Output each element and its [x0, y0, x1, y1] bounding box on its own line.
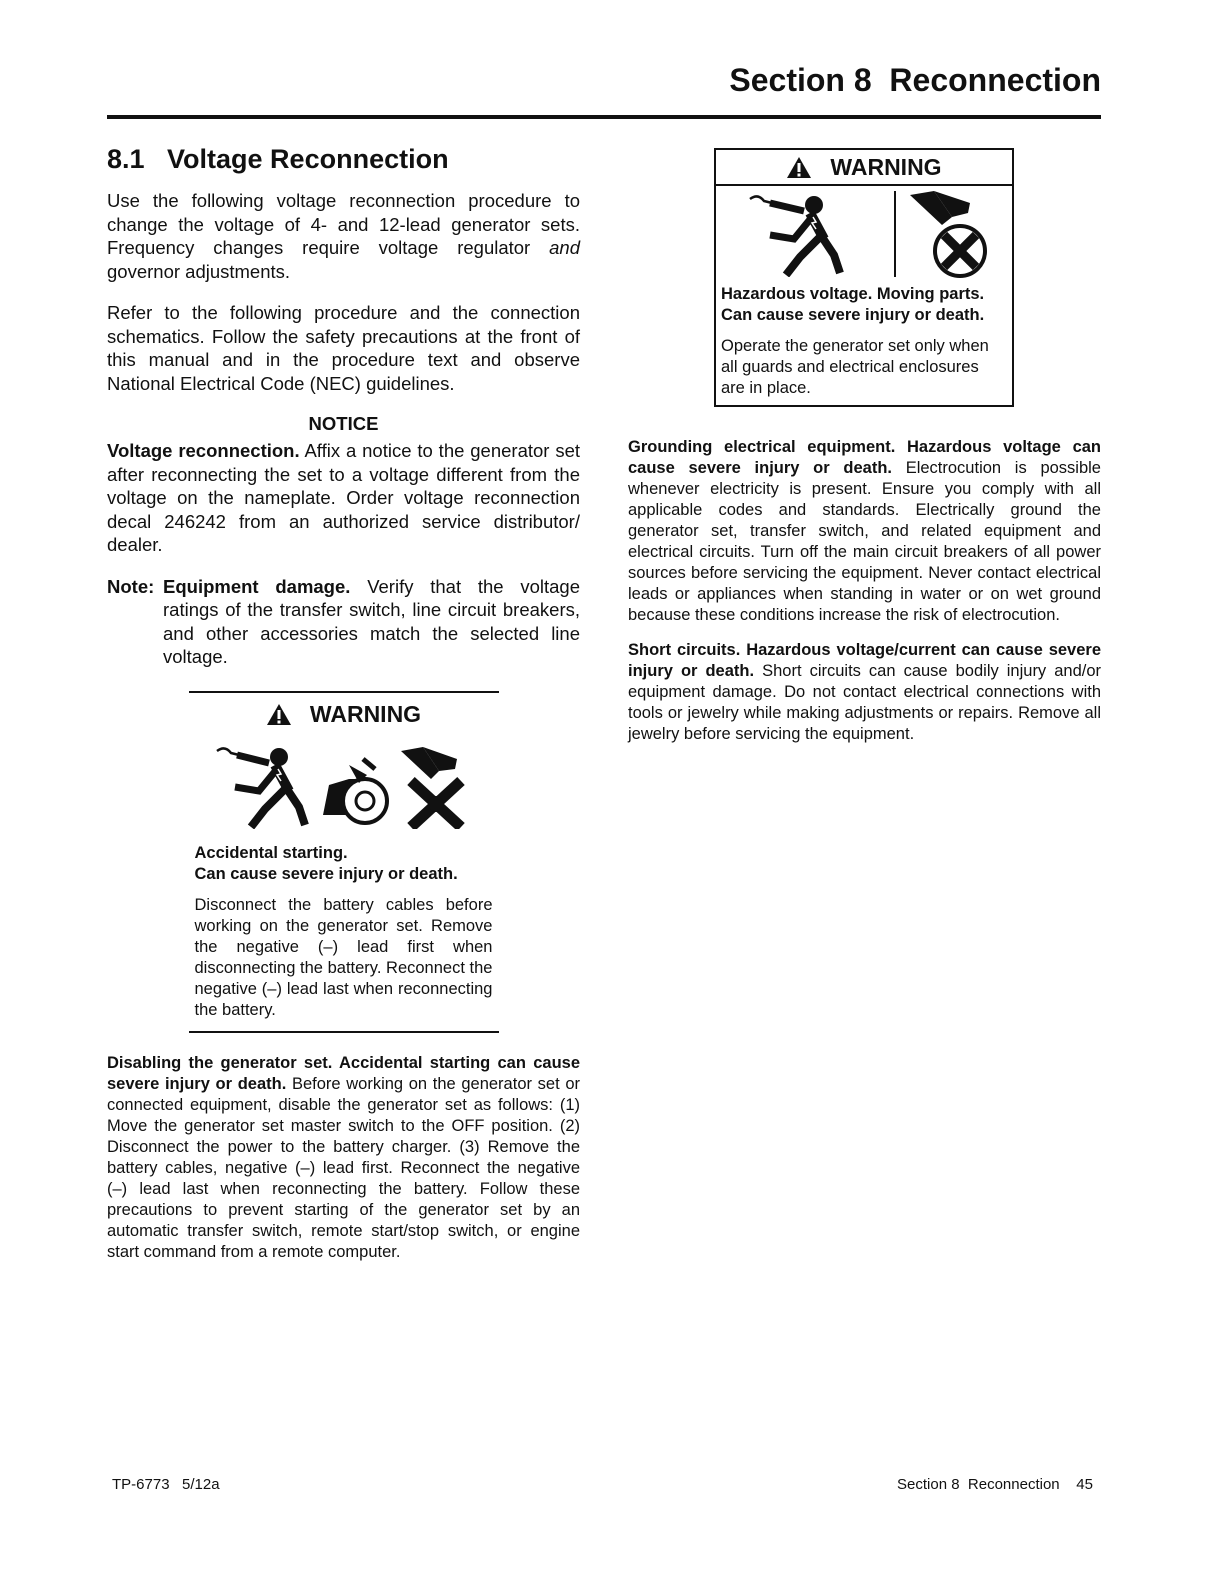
- warning-body-text: Disconnect the battery cables before working on the generator set. Remove the negative (–) lead first when disconnecting the battery. Reconnect the negative (–) lead last when reconnecting the battery.: [194, 895, 493, 1019]
- warning-title: WARNING: [830, 153, 942, 180]
- warning-icons: [716, 186, 1012, 282]
- warning-triangle-icon: [266, 703, 292, 726]
- warning-bold-line2: Can cause severe injury or death.: [721, 306, 985, 324]
- warning-body-text: Operate the generator set only when all guards and electrical enclosures are in place.: [721, 337, 989, 397]
- subsection-title: 8.1 Voltage Reconnection: [107, 144, 449, 174]
- intro-text-a: Use the following voltage reconnection procedure to change the voltage of 4- and 12-lead generator sets. Frequency changes require voltage regulator: [107, 190, 580, 258]
- warning-bold-line1: Accidental starting.: [194, 843, 348, 862]
- grounding-text: Electrocution is possible whenever electricity is present. Ensure you comply with all applicable codes and standards. Electrically ground the generator set, transfer switch, and related equipment and electrical circuits. Turn off the main circuit breakers of all power sources before servicing the equipment. Never contact electrical leads or appliances when standing in water or on wet ground because these conditions increase the risk of electrocution.: [628, 459, 1101, 624]
- grounding-lead: Grounding electrical equipment. Hazardous voltage can cause severe injury or death.: [628, 438, 1101, 477]
- warning-bold-text: [195, 843, 493, 885]
- moving-parts-icon: [397, 745, 473, 829]
- intro-paragraph: [107, 189, 580, 283]
- intro-text-b: governor adjustments.: [107, 260, 291, 282]
- warning-body: [716, 282, 1012, 405]
- right-column: [628, 148, 1101, 759]
- short-circuits-lead: Short circuits. Hazardous voltage/current can cause severe injury or death.: [628, 641, 1101, 680]
- disabling-paragraph: [107, 1053, 580, 1263]
- disabling-lead: Disabling the generator set. Accidental starting can cause severe injury or death.: [107, 1053, 580, 1093]
- accidental-starting-warning: [189, 691, 499, 1033]
- header-rule: [107, 115, 1101, 119]
- notice-lead: Voltage reconnection.: [107, 440, 300, 461]
- icon-divider: [894, 191, 896, 277]
- electrocution-icon: [736, 191, 886, 277]
- short-circuits-text: Short circuits can cause bodily injury and/or equipment damage. Do not contact electrical connections with tools or jewelry while making adjustments or repairs. Remove all jewelry before servicing the equipment.: [628, 662, 1101, 743]
- note-lead: Equipment damage.: [163, 575, 351, 597]
- note-label: Note:: [107, 575, 155, 597]
- warning-title: WARNING: [309, 701, 422, 727]
- section-title: Section 8 Reconnection: [729, 62, 1101, 98]
- note-body: [163, 575, 580, 669]
- footer-doc-id: TP-6773 5/12a: [112, 1476, 220, 1493]
- warning-bold-line2: Can cause severe injury or death.: [194, 864, 458, 883]
- grounding-paragraph: [628, 437, 1101, 626]
- flywheel-icon: [319, 745, 389, 829]
- notice-text: Affix a notice to the generator set after reconnecting the set to a voltage different from the voltage on the nameplate. Order voltage reconnection decal 246242 from an authorized service distributor/ dealer.: [107, 440, 581, 555]
- disabling-text: Before working on the generator set or connected equipment, disable the generator set as follows: (1) Move the generator set master switch to the OFF position. (2) Disconnect the power to the battery charger. (3) Remove the battery cables, negative (–) lead first. Reconnect the negative (–) lead last when reconnecting the battery. Follow these precautions to prevent starting of the generator set by an automatic transfer switch, remote start/stop switch, or engine start command from a remote computer.: [107, 1074, 580, 1261]
- intro-text-em: and: [549, 237, 580, 258]
- warning-icons: [195, 737, 493, 837]
- warning-bold-line1: Hazardous voltage. Moving parts.: [721, 285, 985, 303]
- warning-header: [195, 697, 493, 733]
- notice-paragraph: [107, 439, 580, 557]
- note-text: Verify that the voltage ratings of the transfer switch, line circuit breakers, and other accessories match the selected line voltage.: [163, 575, 581, 667]
- left-column: [107, 140, 580, 1277]
- warning-triangle-icon: [786, 156, 812, 179]
- procedure-paragraph: Refer to the following procedure and the connection schematics. Follow the safety precautions at the front of this manual and in the procedure text and observe National Electrical Code (NEC) guidelines.: [107, 302, 580, 394]
- short-circuits-paragraph: [628, 640, 1101, 745]
- warning-header: [716, 150, 1012, 186]
- moving-parts-icon: [904, 189, 1000, 279]
- footer-page-label: Section 8 Reconnection 45: [897, 1476, 1093, 1493]
- warning-bold-text: [721, 284, 1007, 326]
- notice-heading: NOTICE: [308, 413, 379, 434]
- hazardous-voltage-warning: [714, 148, 1014, 407]
- electrocution-icon: [215, 745, 311, 829]
- equipment-note: [107, 575, 580, 669]
